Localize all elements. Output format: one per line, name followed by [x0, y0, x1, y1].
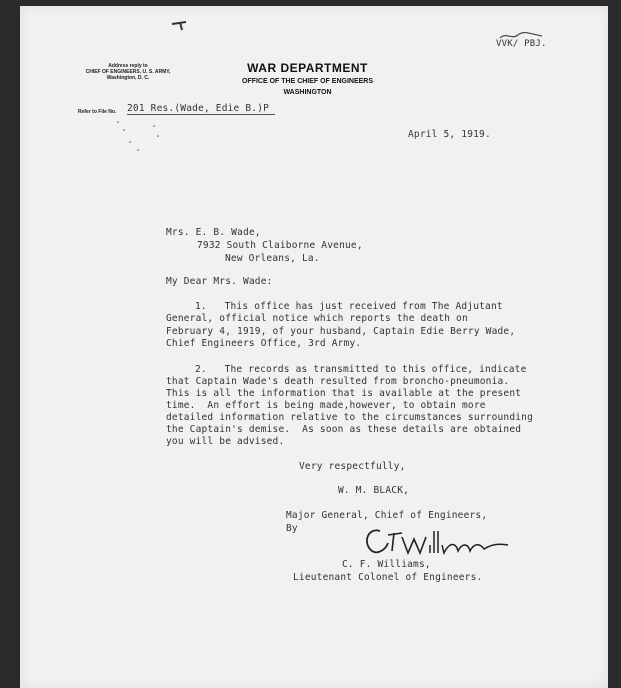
paragraph-2-line-5: detailed information relative to the circumstances surrounding [166, 412, 534, 423]
stray-marks [110, 116, 170, 156]
city-title: WASHINGTON [283, 89, 332, 96]
closing: Very respectfully, [299, 461, 406, 472]
salutation: My Dear Mrs. Wade: [166, 276, 273, 287]
paragraph-1-line-4: Chief Engineers Office, 3rd Army. [166, 338, 362, 349]
department-title: WAR DEPARTMENT [247, 61, 368, 75]
pin-mark [170, 18, 200, 32]
initials-pen-mark [498, 30, 548, 42]
paragraph-1-line-3: February 4, 1919, of your husband, Captain Edie Berry Wade, [166, 326, 516, 337]
signer-title: Major General, Chief of Engineers, [286, 510, 488, 521]
address-reply-block [78, 63, 178, 81]
paragraph-2-line-2: that Captain Wade's death resulted from broncho-pneumonia. [166, 376, 510, 387]
paragraph-2-line-7: you will be advised. [166, 436, 285, 447]
signature-title: Lieutenant Colonel of Engineers. [293, 572, 483, 583]
typist-initials: VVK/ PBJ. [496, 39, 547, 49]
file-number: 201 Res.(Wade, Edie B.)P [127, 103, 275, 115]
refer-file-label: Refer to File No. [78, 109, 117, 115]
paragraph-2-line-4: time. An effort is being made,however, to obtain more [166, 400, 486, 411]
paragraph-1-line-2: General, official notice which reports the death on [166, 313, 468, 324]
handwritten-signature [358, 521, 518, 561]
address-reply-line-3: Washington, D. C. [106, 75, 150, 81]
recipient-line-3: New Orleans, La. [225, 253, 320, 264]
paragraph-1-line-1: 1. This office has just received from The Adjutant [195, 301, 503, 312]
letter-date: April 5, 1919. [408, 129, 491, 140]
signature-name: C. F. Williams, [342, 559, 431, 570]
address-reply-line-1: Address reply to [108, 63, 148, 69]
recipient-line-2: 7932 South Claiborne Avenue, [197, 240, 363, 251]
signer-name: W. M. BLACK, [338, 485, 410, 496]
letter-page [20, 6, 608, 688]
paragraph-2-line-6: the Captain's demise. As soon as these details are obtained [166, 424, 522, 435]
paragraph-2-line-1: 2. The records as transmitted to this office, indicate [195, 364, 527, 375]
address-reply-line-2: CHIEF OF ENGINEERS, U. S. ARMY, [85, 69, 171, 75]
paragraph-2-line-3: This is all the information that is available at the present [166, 388, 522, 399]
office-title: OFFICE OF THE CHIEF OF ENGINEERS [241, 78, 374, 85]
by-label: By [286, 523, 298, 534]
recipient-line-1: Mrs. E. B. Wade, [166, 227, 261, 238]
